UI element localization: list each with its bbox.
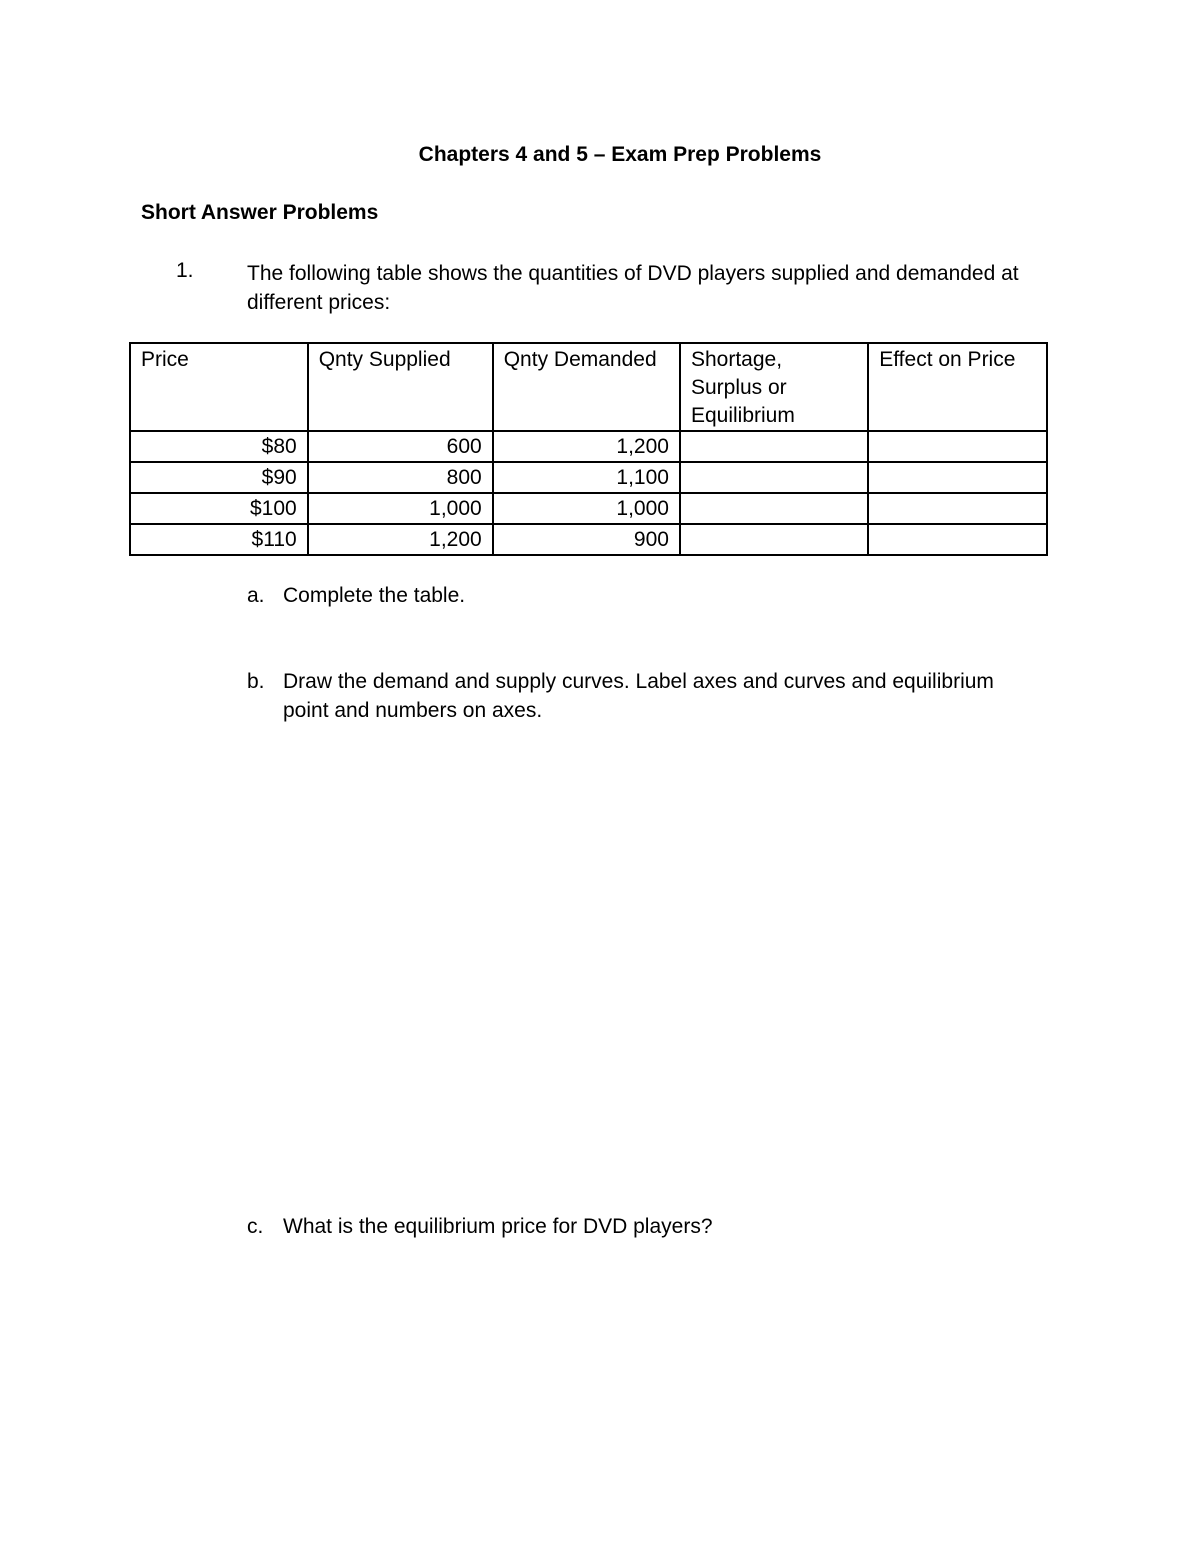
cell-shortage-surplus[interactable]: [680, 462, 868, 493]
supply-demand-table: [129, 342, 1048, 556]
cell-qnty-demanded: 900: [493, 524, 680, 555]
question-text: The following table shows the quantities of DVD players supplied and demanded at different prices:: [247, 262, 1019, 314]
header-qnty-demanded: Qnty Demanded: [493, 343, 680, 431]
sub-question-letter: c.: [247, 1215, 264, 1238]
table-row: [130, 431, 1047, 462]
cell-shortage-surplus[interactable]: [680, 524, 868, 555]
header-qnty-supplied: Qnty Supplied: [308, 343, 493, 431]
sub-question-letter: a.: [247, 584, 265, 607]
cell-price: $100: [130, 493, 308, 524]
cell-effect-on-price[interactable]: [868, 524, 1047, 555]
table-row: [130, 493, 1047, 524]
header-price: Price: [130, 343, 308, 431]
table-row: [130, 462, 1047, 493]
cell-price: $110: [130, 524, 308, 555]
cell-qnty-supplied: 600: [308, 431, 493, 462]
cell-qnty-demanded: 1,000: [493, 493, 680, 524]
cell-qnty-demanded: 1,200: [493, 431, 680, 462]
table-header-row: [130, 343, 1047, 431]
cell-qnty-supplied: 1,000: [308, 493, 493, 524]
cell-price: $80: [130, 431, 308, 462]
sub-question-text: Draw the demand and supply curves. Label axes and curves and equilibrium point and numbers on axes.: [283, 670, 994, 722]
cell-qnty-supplied: 1,200: [308, 524, 493, 555]
cell-shortage-surplus[interactable]: [680, 493, 868, 524]
cell-effect-on-price[interactable]: [868, 462, 1047, 493]
sub-question-letter: b.: [247, 670, 265, 693]
header-effect-on-price: Effect on Price: [868, 343, 1047, 431]
cell-qnty-supplied: 800: [308, 462, 493, 493]
header-shortage-surplus: Shortage, Surplus or Equilibrium: [680, 343, 868, 431]
sub-question-text: What is the equilibrium price for DVD players?: [283, 1215, 713, 1238]
cell-price: $90: [130, 462, 308, 493]
cell-effect-on-price[interactable]: [868, 431, 1047, 462]
table-row: [130, 524, 1047, 555]
section-heading: Short Answer Problems: [141, 201, 379, 224]
question-number: 1.: [176, 259, 194, 282]
cell-shortage-surplus[interactable]: [680, 431, 868, 462]
sub-question-text: Complete the table.: [283, 584, 466, 607]
page-title: Chapters 4 and 5 – Exam Prep Problems: [418, 143, 822, 166]
cell-effect-on-price[interactable]: [868, 493, 1047, 524]
cell-qnty-demanded: 1,100: [493, 462, 680, 493]
